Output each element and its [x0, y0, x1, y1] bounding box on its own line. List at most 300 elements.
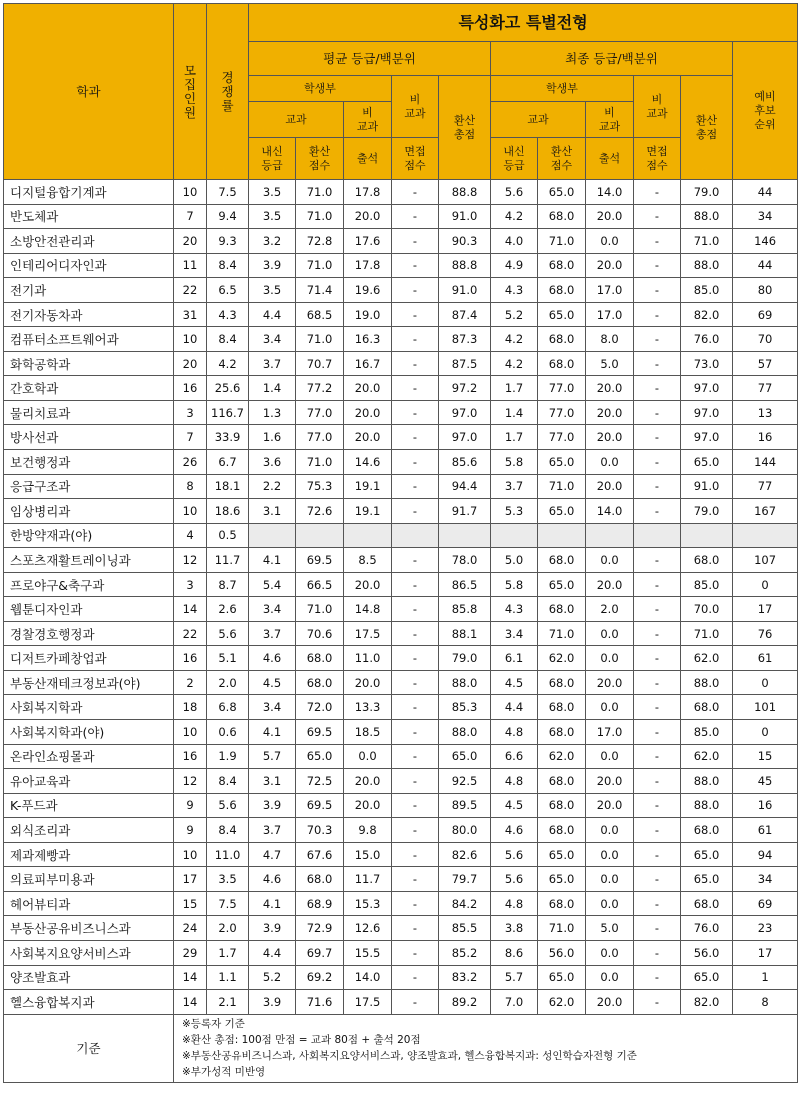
final-converted-score-cell: 65.0 — [538, 302, 586, 327]
table-row — [4, 621, 798, 646]
quota-cell: 7 — [174, 204, 207, 229]
avg-internal-grade-cell: 1.6 — [249, 425, 296, 450]
header-avg-internal-grade: 내신 등급 — [249, 138, 296, 180]
avg-converted-total-cell: 91.0 — [439, 278, 491, 303]
avg-interview-score-cell: - — [392, 867, 439, 892]
avg-converted-score-cell: 77.0 — [296, 425, 344, 450]
final-converted-total-cell: 82.0 — [681, 302, 733, 327]
final-interview-score-cell: - — [634, 229, 681, 254]
quota-cell: 18 — [174, 695, 207, 720]
avg-internal-grade-cell: 4.1 — [249, 891, 296, 916]
quota-cell: 22 — [174, 621, 207, 646]
final-converted-total-cell: 79.0 — [681, 499, 733, 524]
dept-cell: 웹툰디자인과 — [4, 597, 174, 622]
avg-converted-score-cell: 70.6 — [296, 621, 344, 646]
reserve-rank-cell: 77 — [733, 376, 798, 401]
avg-attendance-cell: 18.5 — [344, 720, 392, 745]
final-internal-grade-cell — [491, 523, 538, 548]
final-interview-score-cell: - — [634, 278, 681, 303]
avg-interview-score-cell: - — [392, 499, 439, 524]
ratio-cell: 6.5 — [207, 278, 249, 303]
avg-attendance-cell: 19.0 — [344, 302, 392, 327]
avg-interview-score-cell: - — [392, 302, 439, 327]
final-interview-score-cell: - — [634, 400, 681, 425]
avg-converted-score-cell: 71.0 — [296, 180, 344, 205]
final-internal-grade-cell: 5.6 — [491, 867, 538, 892]
avg-attendance-cell: 8.5 — [344, 548, 392, 573]
ratio-cell: 3.5 — [207, 867, 249, 892]
avg-converted-score-cell: 68.9 — [296, 891, 344, 916]
quota-cell: 12 — [174, 769, 207, 794]
table-row — [4, 769, 798, 794]
avg-converted-score-cell: 68.0 — [296, 670, 344, 695]
avg-attendance-cell: 20.0 — [344, 793, 392, 818]
final-converted-score-cell: 77.0 — [538, 376, 586, 401]
dept-cell: 보건행정과 — [4, 450, 174, 475]
final-converted-total-cell: 65.0 — [681, 867, 733, 892]
quota-cell: 14 — [174, 597, 207, 622]
final-converted-total-cell — [681, 523, 733, 548]
final-internal-grade-cell: 5.8 — [491, 450, 538, 475]
avg-interview-score-cell: - — [392, 351, 439, 376]
dept-cell: 의료피부미용과 — [4, 867, 174, 892]
avg-converted-total-cell: 88.8 — [439, 180, 491, 205]
dept-cell: 사회복지학과 — [4, 695, 174, 720]
avg-interview-score-cell: - — [392, 769, 439, 794]
ratio-cell: 8.4 — [207, 818, 249, 843]
final-attendance-cell: 14.0 — [586, 180, 634, 205]
avg-converted-total-cell: 85.2 — [439, 940, 491, 965]
quota-cell: 17 — [174, 867, 207, 892]
avg-converted-score-cell: 72.6 — [296, 499, 344, 524]
reserve-rank-cell: 45 — [733, 769, 798, 794]
header-avg-non-subject-sub: 비 교과 — [344, 102, 392, 138]
avg-converted-total-cell — [439, 523, 491, 548]
avg-converted-score-cell: 70.3 — [296, 818, 344, 843]
avg-converted-score-cell: 68.5 — [296, 302, 344, 327]
table-row — [4, 327, 798, 352]
final-converted-score-cell: 71.0 — [538, 229, 586, 254]
header-avg-interview-score: 면접 점수 — [392, 138, 439, 180]
final-converted-total-cell: 97.0 — [681, 400, 733, 425]
table-row — [4, 474, 798, 499]
quota-cell: 14 — [174, 965, 207, 990]
table-row — [4, 302, 798, 327]
final-internal-grade-cell: 4.2 — [491, 351, 538, 376]
reserve-rank-cell: 61 — [733, 646, 798, 671]
avg-converted-total-cell: 97.0 — [439, 400, 491, 425]
avg-interview-score-cell: - — [392, 474, 439, 499]
final-converted-score-cell: 65.0 — [538, 572, 586, 597]
avg-converted-score-cell: 72.8 — [296, 229, 344, 254]
avg-converted-score-cell: 72.9 — [296, 916, 344, 941]
ratio-cell: 9.3 — [207, 229, 249, 254]
final-converted-total-cell: 88.0 — [681, 204, 733, 229]
table-row — [4, 818, 798, 843]
final-internal-grade-cell: 6.6 — [491, 744, 538, 769]
header-avg-non-subject: 비 교과 — [392, 76, 439, 138]
final-converted-total-cell: 91.0 — [681, 474, 733, 499]
dept-cell: 헬스융합복지과 — [4, 990, 174, 1015]
final-internal-grade-cell: 5.6 — [491, 842, 538, 867]
final-converted-total-cell: 88.0 — [681, 670, 733, 695]
ratio-cell: 0.6 — [207, 720, 249, 745]
final-attendance-cell: 0.0 — [586, 744, 634, 769]
reserve-rank-cell: 16 — [733, 793, 798, 818]
avg-interview-score-cell: - — [392, 278, 439, 303]
ratio-cell: 4.2 — [207, 351, 249, 376]
avg-attendance-cell: 12.6 — [344, 916, 392, 941]
table-row — [4, 695, 798, 720]
final-attendance-cell: 0.0 — [586, 621, 634, 646]
final-attendance-cell: 0.0 — [586, 548, 634, 573]
final-converted-score-cell: 71.0 — [538, 621, 586, 646]
avg-attendance-cell: 20.0 — [344, 769, 392, 794]
final-attendance-cell: 8.0 — [586, 327, 634, 352]
final-interview-score-cell: - — [634, 744, 681, 769]
avg-converted-score-cell: 68.0 — [296, 867, 344, 892]
avg-converted-total-cell: 97.0 — [439, 425, 491, 450]
final-interview-score-cell: - — [634, 327, 681, 352]
ratio-cell: 8.4 — [207, 327, 249, 352]
avg-attendance-cell: 17.6 — [344, 229, 392, 254]
final-interview-score-cell: - — [634, 793, 681, 818]
final-attendance-cell: 0.0 — [586, 842, 634, 867]
avg-converted-total-cell: 82.6 — [439, 842, 491, 867]
avg-converted-score-cell: 71.0 — [296, 597, 344, 622]
avg-converted-total-cell: 85.6 — [439, 450, 491, 475]
final-interview-score-cell: - — [634, 621, 681, 646]
reserve-rank-cell: 13 — [733, 400, 798, 425]
avg-converted-score-cell: 65.0 — [296, 744, 344, 769]
avg-converted-score-cell: 69.5 — [296, 793, 344, 818]
final-interview-score-cell: - — [634, 597, 681, 622]
dept-cell: 전기자동차과 — [4, 302, 174, 327]
avg-converted-score-cell: 71.6 — [296, 990, 344, 1015]
quota-cell: 16 — [174, 646, 207, 671]
quota-cell: 4 — [174, 523, 207, 548]
header-avg-converted-score: 환산 점수 — [296, 138, 344, 180]
avg-interview-score-cell: - — [392, 180, 439, 205]
avg-internal-grade-cell: 4.5 — [249, 670, 296, 695]
final-converted-total-cell: 65.0 — [681, 450, 733, 475]
reserve-rank-cell: 17 — [733, 940, 798, 965]
dept-cell: 임상병리과 — [4, 499, 174, 524]
ratio-cell: 18.6 — [207, 499, 249, 524]
final-interview-score-cell: - — [634, 425, 681, 450]
footer-note: ※등록자 기준 — [182, 1018, 245, 1031]
quota-cell: 29 — [174, 940, 207, 965]
final-interview-score-cell: - — [634, 867, 681, 892]
reserve-rank-cell: 15 — [733, 744, 798, 769]
final-internal-grade-cell: 4.2 — [491, 327, 538, 352]
quota-cell: 22 — [174, 278, 207, 303]
final-converted-total-cell: 62.0 — [681, 744, 733, 769]
final-converted-score-cell: 65.0 — [538, 867, 586, 892]
avg-internal-grade-cell: 3.2 — [249, 229, 296, 254]
avg-attendance-cell: 13.3 — [344, 695, 392, 720]
final-interview-score-cell: - — [634, 940, 681, 965]
table-row — [4, 425, 798, 450]
header-dept: 학과 — [4, 4, 174, 180]
ratio-cell: 11.7 — [207, 548, 249, 573]
ratio-cell: 18.1 — [207, 474, 249, 499]
final-converted-score-cell: 71.0 — [538, 916, 586, 941]
ratio-cell: 8.4 — [207, 253, 249, 278]
final-internal-grade-cell: 5.0 — [491, 548, 538, 573]
avg-attendance-cell: 17.8 — [344, 253, 392, 278]
reserve-rank-cell: 23 — [733, 916, 798, 941]
avg-converted-score-cell: 72.0 — [296, 695, 344, 720]
final-interview-score-cell: - — [634, 351, 681, 376]
avg-converted-score-cell: 69.5 — [296, 720, 344, 745]
avg-internal-grade-cell: 4.1 — [249, 548, 296, 573]
final-internal-grade-cell: 4.5 — [491, 793, 538, 818]
final-attendance-cell: 0.0 — [586, 646, 634, 671]
table-row — [4, 646, 798, 671]
avg-interview-score-cell: - — [392, 400, 439, 425]
quota-cell: 10 — [174, 180, 207, 205]
table-row — [4, 180, 798, 205]
avg-converted-score-cell: 77.0 — [296, 400, 344, 425]
avg-interview-score-cell: - — [392, 597, 439, 622]
reserve-rank-cell: 70 — [733, 327, 798, 352]
final-converted-score-cell: 68.0 — [538, 720, 586, 745]
final-internal-grade-cell: 5.2 — [491, 302, 538, 327]
avg-interview-score-cell: - — [392, 965, 439, 990]
avg-converted-total-cell: 88.1 — [439, 621, 491, 646]
reserve-rank-cell — [733, 523, 798, 548]
avg-internal-grade-cell: 3.7 — [249, 621, 296, 646]
quota-cell: 24 — [174, 916, 207, 941]
table-row — [4, 204, 798, 229]
dept-cell: 부동산재테크정보과(야) — [4, 670, 174, 695]
avg-attendance-cell: 16.7 — [344, 351, 392, 376]
final-attendance-cell: 0.0 — [586, 818, 634, 843]
final-internal-grade-cell: 1.7 — [491, 425, 538, 450]
quota-cell: 20 — [174, 229, 207, 254]
avg-converted-total-cell: 89.2 — [439, 990, 491, 1015]
avg-interview-score-cell: - — [392, 621, 439, 646]
avg-attendance-cell: 11.7 — [344, 867, 392, 892]
final-converted-score-cell: 65.0 — [538, 180, 586, 205]
avg-internal-grade-cell: 3.4 — [249, 327, 296, 352]
avg-converted-total-cell: 80.0 — [439, 818, 491, 843]
final-interview-score-cell: - — [634, 474, 681, 499]
final-attendance-cell: 20.0 — [586, 474, 634, 499]
final-interview-score-cell: - — [634, 450, 681, 475]
header-final-converted-score: 환산 점수 — [538, 138, 586, 180]
avg-converted-score-cell: 71.0 — [296, 450, 344, 475]
final-converted-total-cell: 85.0 — [681, 720, 733, 745]
avg-interview-score-cell: - — [392, 818, 439, 843]
dept-cell: 온라인쇼핑몰과 — [4, 744, 174, 769]
final-converted-total-cell: 85.0 — [681, 278, 733, 303]
dept-cell: 화학공학과 — [4, 351, 174, 376]
dept-cell: 경찰경호행정과 — [4, 621, 174, 646]
header-final-subject: 교과 — [491, 102, 586, 138]
ratio-cell: 2.1 — [207, 990, 249, 1015]
avg-converted-score-cell: 71.4 — [296, 278, 344, 303]
quota-cell: 11 — [174, 253, 207, 278]
avg-internal-grade-cell: 3.7 — [249, 818, 296, 843]
final-interview-score-cell: - — [634, 769, 681, 794]
avg-converted-total-cell: 88.8 — [439, 253, 491, 278]
dept-cell: 부동산공유비즈니스과 — [4, 916, 174, 941]
dept-cell: 사회복지학과(야) — [4, 720, 174, 745]
avg-internal-grade-cell: 3.9 — [249, 793, 296, 818]
table-row — [4, 793, 798, 818]
table-row — [4, 400, 798, 425]
avg-internal-grade-cell: 4.6 — [249, 646, 296, 671]
final-converted-score-cell: 56.0 — [538, 940, 586, 965]
avg-attendance-cell: 19.6 — [344, 278, 392, 303]
final-converted-score-cell: 65.0 — [538, 499, 586, 524]
dept-cell: 유아교육과 — [4, 769, 174, 794]
final-attendance-cell: 20.0 — [586, 400, 634, 425]
reserve-rank-cell: 0 — [733, 720, 798, 745]
avg-internal-grade-cell: 3.4 — [249, 597, 296, 622]
table-row — [4, 867, 798, 892]
quota-cell: 26 — [174, 450, 207, 475]
avg-interview-score-cell: - — [392, 842, 439, 867]
avg-attendance-cell: 0.0 — [344, 744, 392, 769]
table-row — [4, 597, 798, 622]
avg-converted-total-cell: 85.3 — [439, 695, 491, 720]
final-converted-score-cell: 62.0 — [538, 990, 586, 1015]
avg-internal-grade-cell: 5.7 — [249, 744, 296, 769]
dept-cell: 컴퓨터소프트웨어과 — [4, 327, 174, 352]
avg-interview-score-cell: - — [392, 744, 439, 769]
dept-cell: 인테리어디자인과 — [4, 253, 174, 278]
avg-internal-grade-cell: 3.1 — [249, 769, 296, 794]
final-converted-score-cell: 68.0 — [538, 818, 586, 843]
header-final-internal-grade: 내신 등급 — [491, 138, 538, 180]
dept-cell: 물리치료과 — [4, 400, 174, 425]
table-row — [4, 351, 798, 376]
avg-attendance-cell: 19.1 — [344, 474, 392, 499]
avg-attendance-cell: 15.0 — [344, 842, 392, 867]
final-interview-score-cell: - — [634, 646, 681, 671]
table-row — [4, 229, 798, 254]
avg-converted-score-cell: 69.7 — [296, 940, 344, 965]
reserve-rank-cell: 144 — [733, 450, 798, 475]
footer-note: ※환산 총점: 100점 만점 = 교과 80점 + 출석 20점 — [182, 1034, 421, 1047]
quota-cell: 10 — [174, 327, 207, 352]
final-internal-grade-cell: 5.8 — [491, 572, 538, 597]
final-internal-grade-cell: 1.4 — [491, 400, 538, 425]
final-converted-total-cell: 68.0 — [681, 695, 733, 720]
header-main-title: 특성화고 특별전형 — [249, 4, 798, 42]
ratio-cell: 2.0 — [207, 670, 249, 695]
final-interview-score-cell: - — [634, 253, 681, 278]
dept-cell: 간호학과 — [4, 376, 174, 401]
final-interview-score-cell: - — [634, 302, 681, 327]
final-converted-score-cell: 77.0 — [538, 425, 586, 450]
avg-internal-grade-cell — [249, 523, 296, 548]
ratio-cell: 5.6 — [207, 793, 249, 818]
final-converted-score-cell: 68.0 — [538, 351, 586, 376]
final-internal-grade-cell: 3.8 — [491, 916, 538, 941]
table-row — [4, 990, 798, 1015]
table-row — [4, 499, 798, 524]
avg-attendance-cell: 16.3 — [344, 327, 392, 352]
avg-converted-total-cell: 89.5 — [439, 793, 491, 818]
avg-attendance-cell: 17.5 — [344, 621, 392, 646]
final-converted-score-cell: 65.0 — [538, 965, 586, 990]
avg-internal-grade-cell: 3.9 — [249, 916, 296, 941]
table-row — [4, 523, 798, 548]
avg-attendance-cell: 20.0 — [344, 425, 392, 450]
avg-attendance-cell: 15.5 — [344, 940, 392, 965]
avg-converted-score-cell: 75.3 — [296, 474, 344, 499]
table-row — [4, 916, 798, 941]
ratio-cell: 1.1 — [207, 965, 249, 990]
avg-converted-score-cell — [296, 523, 344, 548]
final-attendance-cell: 20.0 — [586, 670, 634, 695]
final-interview-score-cell: - — [634, 695, 681, 720]
avg-converted-total-cell: 84.2 — [439, 891, 491, 916]
table-row — [4, 253, 798, 278]
final-converted-score-cell: 62.0 — [538, 744, 586, 769]
final-attendance-cell: 2.0 — [586, 597, 634, 622]
table-row — [4, 572, 798, 597]
avg-attendance-cell: 17.5 — [344, 990, 392, 1015]
avg-interview-score-cell: - — [392, 376, 439, 401]
avg-attendance-cell: 14.0 — [344, 965, 392, 990]
final-converted-total-cell: 79.0 — [681, 180, 733, 205]
final-converted-score-cell: 68.0 — [538, 891, 586, 916]
avg-converted-score-cell: 67.6 — [296, 842, 344, 867]
final-internal-grade-cell: 1.7 — [491, 376, 538, 401]
final-attendance-cell: 0.0 — [586, 450, 634, 475]
ratio-cell: 7.5 — [207, 891, 249, 916]
reserve-rank-cell: 76 — [733, 621, 798, 646]
avg-attendance-cell: 9.8 — [344, 818, 392, 843]
dept-cell: 스포츠재활트레이닝과 — [4, 548, 174, 573]
final-converted-total-cell: 88.0 — [681, 793, 733, 818]
final-converted-score-cell: 68.0 — [538, 670, 586, 695]
final-internal-grade-cell: 4.5 — [491, 670, 538, 695]
avg-converted-total-cell: 65.0 — [439, 744, 491, 769]
final-converted-total-cell: 71.0 — [681, 621, 733, 646]
avg-interview-score-cell: - — [392, 572, 439, 597]
final-attendance-cell: 0.0 — [586, 695, 634, 720]
avg-converted-total-cell: 85.5 — [439, 916, 491, 941]
ratio-cell: 8.7 — [207, 572, 249, 597]
final-converted-total-cell: 68.0 — [681, 891, 733, 916]
header-final-converted-total: 환산 총점 — [681, 76, 733, 180]
final-attendance-cell: 5.0 — [586, 351, 634, 376]
dept-cell: 응급구조과 — [4, 474, 174, 499]
reserve-rank-cell: 0 — [733, 572, 798, 597]
ratio-cell: 25.6 — [207, 376, 249, 401]
final-attendance-cell: 20.0 — [586, 204, 634, 229]
final-attendance-cell: 0.0 — [586, 229, 634, 254]
dept-cell: 외식조리과 — [4, 818, 174, 843]
avg-internal-grade-cell: 3.6 — [249, 450, 296, 475]
final-internal-grade-cell: 4.2 — [491, 204, 538, 229]
ratio-cell: 2.6 — [207, 597, 249, 622]
dept-cell: 반도체과 — [4, 204, 174, 229]
final-internal-grade-cell: 4.0 — [491, 229, 538, 254]
final-attendance-cell: 20.0 — [586, 990, 634, 1015]
final-internal-grade-cell: 4.3 — [491, 278, 538, 303]
quota-cell: 3 — [174, 572, 207, 597]
avg-converted-total-cell: 78.0 — [439, 548, 491, 573]
final-attendance-cell: 0.0 — [586, 965, 634, 990]
table-row — [4, 965, 798, 990]
